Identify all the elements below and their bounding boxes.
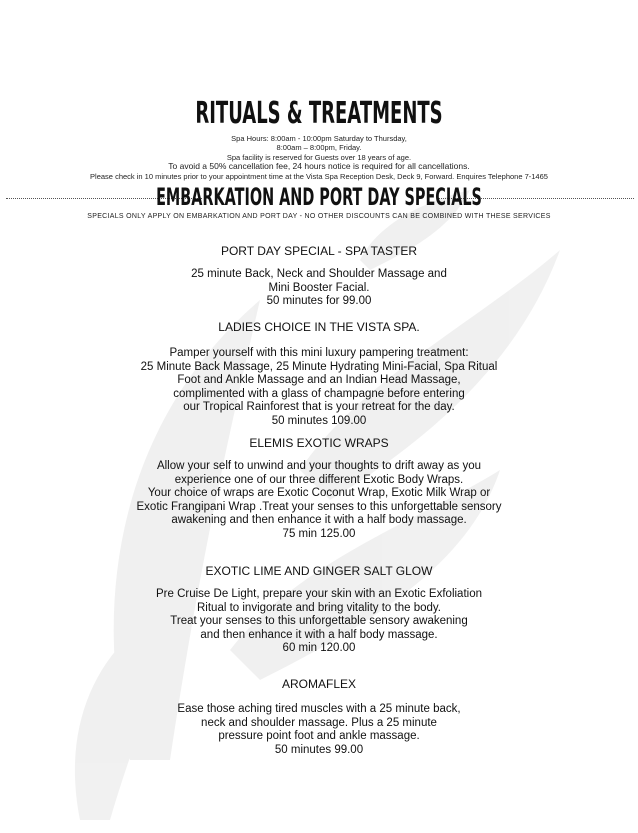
section-title: LADIES CHOICE IN THE VISTA SPA. [218, 320, 420, 334]
price-line: 50 minutes 109.00 [271, 414, 367, 427]
body-line: Pre Cruise De Light, prepare your skin with an Exotic Exfoliation [156, 588, 482, 600]
section-body [0, 268, 638, 309]
body-line: 25 minute Back, Neck and Shoulder Massage and [191, 268, 447, 280]
page-title: RITUALS & TREATMENTS [195, 96, 443, 131]
body-line: Ritual to invigorate and bring vitality to the body. [197, 601, 441, 614]
price-line: 75 min 125.00 [282, 527, 356, 540]
body-line: awakening and then enhance it with a half body massage. [171, 514, 467, 526]
body-line: Pamper yourself with this mini luxury pampering treatment: [169, 347, 469, 359]
section-title: AROMAFLEX [281, 677, 356, 691]
section-title: EXOTIC LIME AND GINGER SALT GLOW [205, 564, 433, 578]
body-line: our Tropical Rainforest that is your retreat for the day. [183, 401, 455, 413]
section-body [0, 703, 638, 757]
section-body [0, 460, 638, 541]
section-title: PORT DAY SPECIAL - SPA TASTER [220, 244, 418, 258]
body-line: Foot and Ankle Massage and an Indian Head Massage, [177, 374, 461, 386]
specials-title: EMBARKATION AND PORT DAY SPECIALS [156, 183, 482, 211]
section-body [0, 588, 638, 656]
body-line: and then enhance it with a half body massage. [200, 628, 438, 641]
spa-hours-line-2: 8:00am – 8:00pm, Friday. [276, 143, 362, 152]
body-line: Treat your senses to this unforgettable sensory awakening [170, 615, 468, 627]
price-line: 50 minutes for 99.00 [266, 295, 372, 307]
section-title: ELEMIS EXOTIC WRAPS [249, 436, 389, 450]
age-note: Spa facility is reserved for Guests over 18 years of age. [226, 153, 412, 162]
spa-hours-line-1: Spa Hours: 8:00am - 10:00pm Saturday to Thursday, [231, 134, 407, 143]
price-line: 50 minutes 99.00 [274, 743, 364, 756]
section-body [0, 347, 638, 428]
body-line: experience one of our three different Exotic Body Wraps. [174, 473, 464, 486]
body-line: Ease those aching tired muscles with a 25 minute back, [177, 703, 461, 715]
body-line: Your choice of wraps are Exotic Coconut Wrap, Exotic Milk Wrap or [147, 487, 491, 499]
price-line: 60 min 120.00 [282, 642, 356, 654]
body-line: Exotic Frangipani Wrap .Treat your senses to this unforgettable sensory [136, 500, 502, 513]
body-line: neck and shoulder massage. Plus a 25 minute [201, 716, 437, 729]
body-line: Mini Booster Facial. [268, 281, 370, 294]
check-in-note: Please check in 10 minutes prior to your appointment time at the Vista Spa Reception Desk, Deck 9, Forward. Enquires Telephone 7-1465 [90, 172, 548, 181]
body-line: pressure point foot and ankle massage. [218, 730, 420, 742]
body-line: Allow your self to unwind and your thoughts to drift away as you [156, 460, 482, 472]
cancellation-note: To avoid a 50% cancellation fee, 24 hours notice is required for all cancellations. [168, 161, 470, 171]
specials-note: SPECIALS ONLY APPLY ON EMBARKATION AND PORT DAY - NO OTHER DISCOUNTS CAN BE COMBINED WITH THESE SERVICES [87, 213, 551, 220]
body-line: complimented with a glass of champagne before entering [173, 387, 465, 400]
body-line: 25 Minute Back Massage, 25 Minute Hydrating Mini-Facial, Spa Ritual [140, 360, 498, 373]
